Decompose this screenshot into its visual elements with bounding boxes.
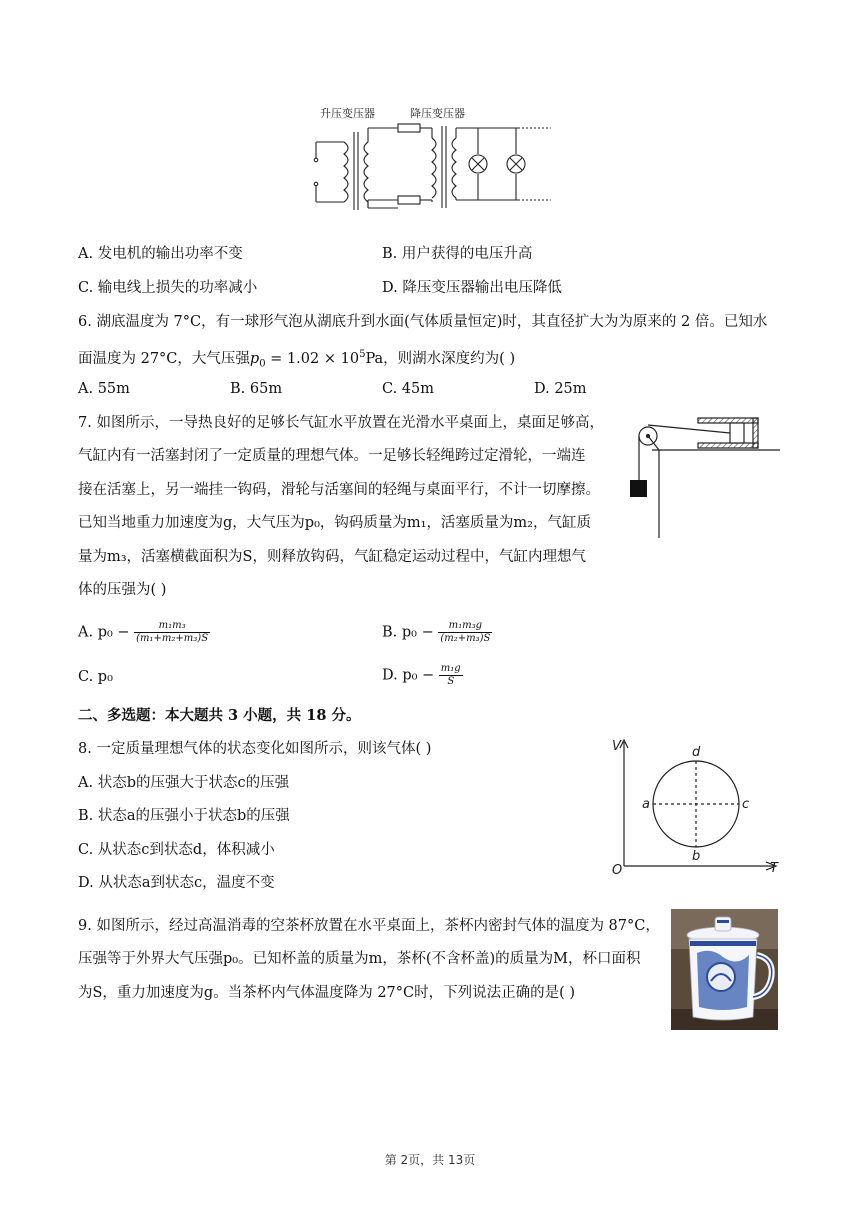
q9-stem-line3: 为S，重力加速度为g。当茶杯内气体温度降为 27°C时，下列说法正确的是( )	[78, 985, 576, 1001]
q8-stem: 8. 一定质量理想气体的状态变化如图所示，则该气体( )	[78, 741, 432, 757]
q6-option-d: D. 25m	[534, 381, 587, 397]
origin-label: O	[612, 863, 623, 876]
q8-option-d: D. 从状态a到状态c，温度不变	[78, 875, 275, 891]
state-c-label: c	[742, 797, 750, 812]
q6-option-a: A. 55m	[78, 381, 130, 397]
q7-option-d: D. p₀ − $\frac{\text{m₁g}}{S}$	[382, 663, 461, 687]
q7-stem-line5: 量为m₃，活塞横截面积为S，则释放钩码，气缸稳定运动过程中，气缸内理想气	[78, 549, 586, 565]
state-a-label: a	[642, 797, 650, 812]
q7-option-a: A. p₀ − $\frac{\text{m₁m₃}}{\text{(m₁+m₂+m₃)S}}$	[78, 620, 209, 644]
q7-option-c: C. p₀	[78, 669, 113, 685]
page-footer: 第 2页，共 13页	[384, 1153, 476, 1167]
q8-option-c: C. 从状态c到状态d，体积减小	[78, 842, 275, 858]
transformer-circuit-figure	[306, 104, 556, 212]
q6-option-c: C. 45m	[382, 381, 434, 397]
q7-stem-line6: 体的压强为( )	[78, 582, 167, 598]
section-title-multiple-choice: 二、多选题：本大题共 3 小题，共 18 分。	[78, 707, 361, 724]
q7-stem-line1: 7. 如图所示，一导热良好的足够长气缸水平放置在光滑水平桌面上，桌面足够高，	[78, 415, 604, 431]
q5-option-b: B. 用户获得的电压升高	[382, 246, 533, 262]
q6-stem-line1: 6. 湖底温度为 7°C，有一球形气泡从湖底升到水面(气体质量恒定)时，其直径扩大为为原来的 2 倍。已知水	[78, 314, 768, 330]
q5-option-c: C. 输电线上损失的功率减小	[78, 280, 258, 296]
q8-option-b: B. 状态a的压强小于状态b的压强	[78, 808, 290, 824]
cylinder-pulley-figure	[626, 408, 782, 540]
q7-stem-line3: 接在活塞上，另一端挂一钩码，滑轮与活塞间的轻绳与桌面平行，不计一切摩擦。	[78, 482, 600, 498]
q7-stem-line4: 已知当地重力加速度为g，大气压为p₀，钩码质量为m₁，活塞质量为m₂，气缸质	[78, 515, 591, 531]
q5-option-a: A. 发电机的输出功率不变	[78, 246, 243, 262]
q7-option-b: B. p₀ − $\frac{\text{m₁m₃g}}{\text{(m₂+m₃)S}}$	[382, 620, 491, 644]
state-b-label: b	[692, 849, 701, 864]
q5-option-d: D. 降压变压器输出电压降低	[382, 280, 562, 296]
q8-option-a: A. 状态b的压强大于状态c的压强	[78, 775, 290, 791]
q6-option-b: B. 65m	[230, 381, 283, 397]
t-axis-label: T	[770, 861, 778, 876]
q9-stem-line2: 压强等于外界大气压强p₀。已知杯盖的质量为m，茶杯(不含杯盖)的质量为M，杯口面积	[78, 951, 641, 967]
state-d-label: d	[692, 745, 701, 760]
tea-cup-photo	[671, 909, 778, 1030]
step-down-transformer-label: 降压变压器	[410, 107, 465, 120]
step-up-transformer-label: 升压变压器	[320, 107, 375, 120]
q9-stem-line1: 9. 如图所示，经过高温消毒的空茶杯放置在水平桌面上，茶杯内密封气体的温度为 87°C，	[78, 918, 660, 934]
vt-state-graph	[604, 734, 784, 876]
q6-stem-line2: 面温度为 27°C，大气压强$p_0 = 1.02 \times 10^5Pa$，则湖水深度约为( )	[78, 349, 516, 370]
v-axis-label: V	[612, 739, 621, 754]
q7-stem-line2: 气缸内有一活塞封闭了一定质量的理想气体。一足够长轻绳跨过定滑轮，一端连	[78, 448, 586, 464]
